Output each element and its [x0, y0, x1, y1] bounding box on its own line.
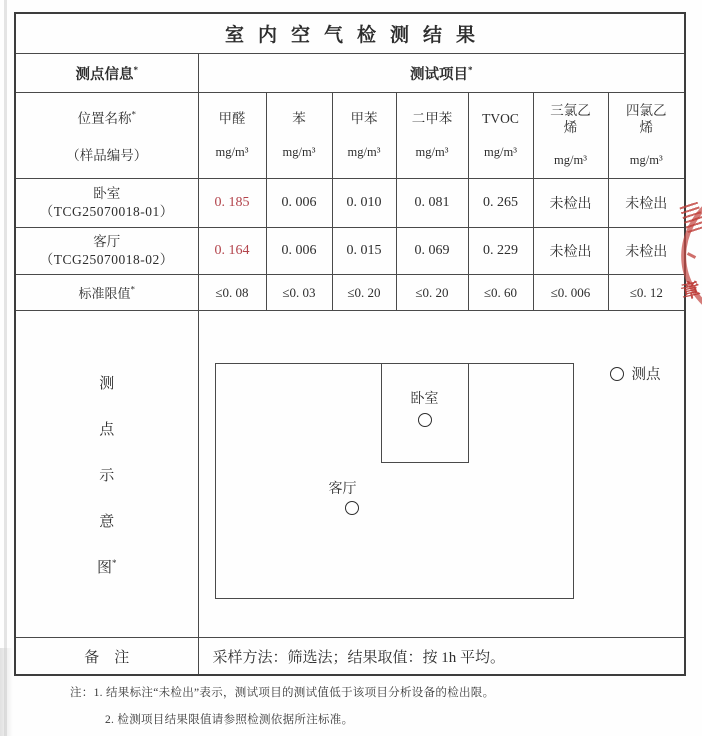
table-row-bedroom — [15, 179, 685, 228]
limits-label: 标准限值* — [15, 275, 198, 311]
value-cell: 0. 010 — [332, 179, 396, 228]
column-header-tetrachloroethylene: 四氯乙烯 mg/m³ — [608, 93, 685, 179]
table-row-livingroom — [15, 228, 685, 275]
value-cell: 0. 069 — [396, 228, 468, 275]
livingroom-label: 客厅 — [328, 482, 357, 497]
scan-corner-artifact — [0, 648, 13, 736]
limit-cell: ≤0. 12 — [608, 275, 685, 311]
column-header-formaldehyde: 甲醛 mg/m³ — [198, 93, 266, 179]
remark-label: 备 注 — [15, 638, 198, 676]
column-header-location: 位置名称* （样品编号） — [15, 93, 198, 179]
asterisk: * — [468, 64, 473, 75]
measure-point-icon — [345, 501, 359, 515]
value-cell: 未检出 — [533, 179, 608, 228]
asterisk: * — [133, 64, 138, 75]
asterisk: * — [112, 557, 117, 568]
value-cell: 0. 229 — [468, 228, 533, 275]
location-cell: 卧室 （TCG25070018-01） — [15, 179, 198, 228]
limit-cell: ≤0. 08 — [198, 275, 266, 311]
page-title: 室内空气检测结果 — [15, 13, 685, 54]
measure-point-icon — [418, 413, 432, 427]
limit-cell: ≤0. 006 — [533, 275, 608, 311]
room-bedroom — [381, 363, 469, 463]
floor-plan-cell — [198, 311, 685, 638]
remark-row — [15, 638, 685, 676]
group-header-row — [15, 54, 685, 93]
limit-cell: ≤0. 20 — [332, 275, 396, 311]
info-group-header: 测点信息* — [15, 54, 198, 93]
value-cell: 0. 185 — [198, 179, 266, 228]
limit-cell: ≤0. 03 — [266, 275, 332, 311]
column-header-trichloroethylene: 三氯乙烯 mg/m³ — [533, 93, 608, 179]
remark-content: 采样方法：筛选法；结果取值：按 1h 平均。 — [198, 638, 685, 676]
value-cell: 未检出 — [608, 179, 685, 228]
diagram-row — [15, 311, 685, 638]
value-cell: 0. 006 — [266, 179, 332, 228]
location-cell: 客厅 （TCG25070018-02） — [15, 228, 198, 275]
footnote-2: 2. 检测项目结果限值请参照检测依据所注标准。 — [105, 714, 354, 726]
floor-plan-outline — [215, 363, 574, 599]
standard-limits-row — [15, 275, 685, 311]
scan-edge-artifact — [4, 0, 7, 736]
value-cell: 0. 164 — [198, 228, 266, 275]
value-cell: 未检出 — [533, 228, 608, 275]
value-cell: 0. 015 — [332, 228, 396, 275]
items-group-header: 测试项目* — [198, 54, 685, 93]
value-cell: 0. 265 — [468, 179, 533, 228]
limit-cell: ≤0. 20 — [396, 275, 468, 311]
floor-plan-diagram — [199, 311, 685, 637]
red-seal-mark — [687, 252, 696, 259]
air-test-report-table — [14, 12, 686, 676]
column-header-xylene: 二甲苯 mg/m³ — [396, 93, 468, 179]
red-seal-character: 章 — [679, 279, 702, 304]
legend — [610, 363, 661, 384]
column-header-row — [15, 93, 685, 179]
column-header-toluene: 甲苯 mg/m³ — [332, 93, 396, 179]
value-cell: 0. 081 — [396, 179, 468, 228]
column-header-benzene: 苯 mg/m³ — [266, 93, 332, 179]
limit-cell: ≤0. 60 — [468, 275, 533, 311]
legend-label: 测点 — [631, 367, 661, 383]
asterisk: * — [131, 109, 136, 120]
measure-point-legend-icon — [610, 367, 624, 381]
column-header-tvoc: TVOC mg/m³ — [468, 93, 533, 179]
bedroom-label: 卧室 — [410, 391, 439, 407]
footnote-1: 注：1. 结果标注“未检出”表示，测试项目的测试值低于该项目分析设备的检出限。 — [70, 687, 495, 699]
title-row — [15, 13, 685, 54]
diagram-side-label: 测 点 示 意 图* — [15, 311, 198, 638]
value-cell: 未检出 — [608, 228, 685, 275]
value-cell: 0. 006 — [266, 228, 332, 275]
asterisk: * — [130, 284, 135, 295]
